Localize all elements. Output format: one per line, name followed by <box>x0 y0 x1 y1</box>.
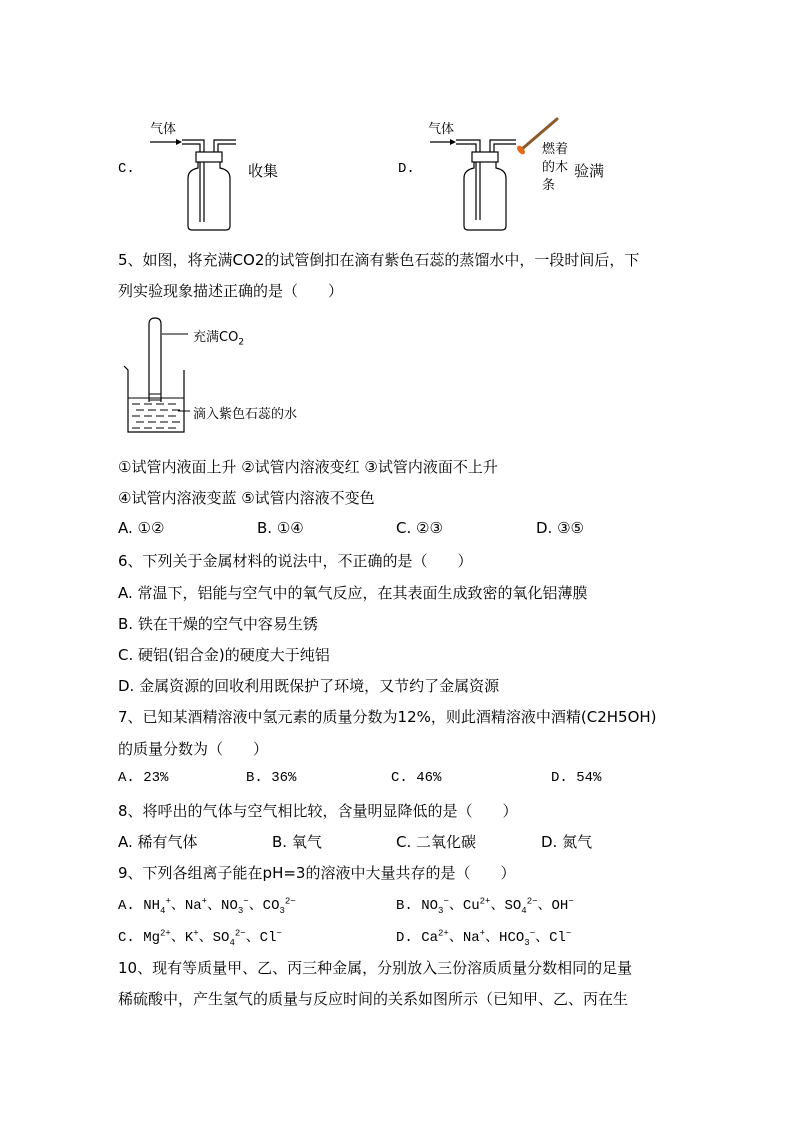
stick-label-line2: 的木 <box>542 160 569 175</box>
q5-option-c: C. ②③ <box>396 519 443 537</box>
litmus-water-label: 滴入紫色石蕊的水 <box>193 407 298 422</box>
q6-option-b: B. 铁在干燥的空气中容易生锈 <box>118 615 318 633</box>
q7-option-a: A. 23% <box>118 770 169 786</box>
q9-option-a: A. $NH_4^+$、Na+、$NO_3^-$、$CO_3^{2-}$ <box>118 896 296 916</box>
q7-option-b: B. 36% <box>246 770 297 786</box>
q5-statements-line2: ④试管内溶液变蓝 ⑤试管内溶液不变色 <box>118 489 375 507</box>
gas-bottle-diagram-c <box>140 130 250 235</box>
q6-text: 6、下列关于金属材料的说法中，不正确的是（ ） <box>118 552 473 570</box>
q10-text-line2: 稀硫酸中，产生氢气的质量与反应时间的关系如图所示（已知甲、乙、丙在生 <box>118 990 629 1008</box>
q8-option-d: D. 氮气 <box>541 833 593 851</box>
q7-option-c: C. 46% <box>391 770 442 786</box>
q9-text: 9、下列各组离子能在pH=3的溶液中大量共存的是（ ） <box>118 864 516 882</box>
action-label-c: 收集 <box>248 162 279 180</box>
q9-option-c: C. $Mg^{2+}$、K+、$SO_4^{2-}$、Cl− <box>118 928 282 948</box>
stick-label-line3: 条 <box>542 178 556 193</box>
q6-option-c: C. 硬铝(铝合金)的硬度大于纯铝 <box>118 646 330 664</box>
option-c-letter: C. <box>118 161 135 177</box>
q9-option-b: B. $NO_3^-$、$Cu^{2+}$、$SO_4^{2-}$、OH− <box>396 896 574 916</box>
q7-option-d: D. 54% <box>551 770 602 786</box>
co2-test-tube-beaker-diagram <box>118 314 198 439</box>
q8-text: 8、将呼出的气体与空气相比较，含量明显降低的是（ ） <box>118 802 518 820</box>
q10-text-line1: 10、现有等质量甲、乙、丙三种金属，分别放入三份溶质质量分数相同的足量 <box>118 959 633 977</box>
q6-option-a: A. 常温下，铝能与空气中的氧气反应，在其表面生成致密的氧化铝薄膜 <box>118 584 588 602</box>
q5-option-d: D. ③⑤ <box>536 519 584 537</box>
q9-option-d: D. $Ca^{2+}$、Na+、$HCO_3^-$、Cl− <box>396 928 572 948</box>
q7-text-line1: 7、已知某酒精溶液中氢元素的质量分数为12%，则此酒精溶液中酒精(C2H5OH) <box>118 708 657 726</box>
q5-statements-line1: ①试管内液面上升 ②试管内溶液变红 ③试管内液面不上升 <box>118 458 498 476</box>
q8-option-c: C. 二氧化碳 <box>396 833 477 851</box>
q8-option-b: B. 氧气 <box>272 833 322 851</box>
q6-option-d: D. 金属资源的回收利用既保护了环境，又节约了金属资源 <box>118 677 500 695</box>
stick-label-line1: 燃着 <box>542 142 569 157</box>
action-label-d: 验满 <box>574 162 605 180</box>
co2-label: 充满$CO_2$ <box>193 330 245 348</box>
q5-text-line2: 列实验现象描述正确的是（ ） <box>118 282 344 300</box>
q8-option-a: A. 稀有气体 <box>118 833 198 851</box>
option-d-letter: D. <box>398 161 415 177</box>
gas-label-d: 气体 <box>428 122 455 137</box>
q5-option-a: A. ①② <box>118 519 165 537</box>
gas-label-c: 气体 <box>150 122 177 137</box>
q7-text-line2: 的质量分数为（ ） <box>118 740 269 758</box>
q5-option-b: B. ①④ <box>257 519 304 537</box>
q5-text-line1: 5、如图，将充满CO2的试管倒扣在滴有紫色石蕊的蒸馏水中，一段时间后，下 <box>118 251 640 269</box>
